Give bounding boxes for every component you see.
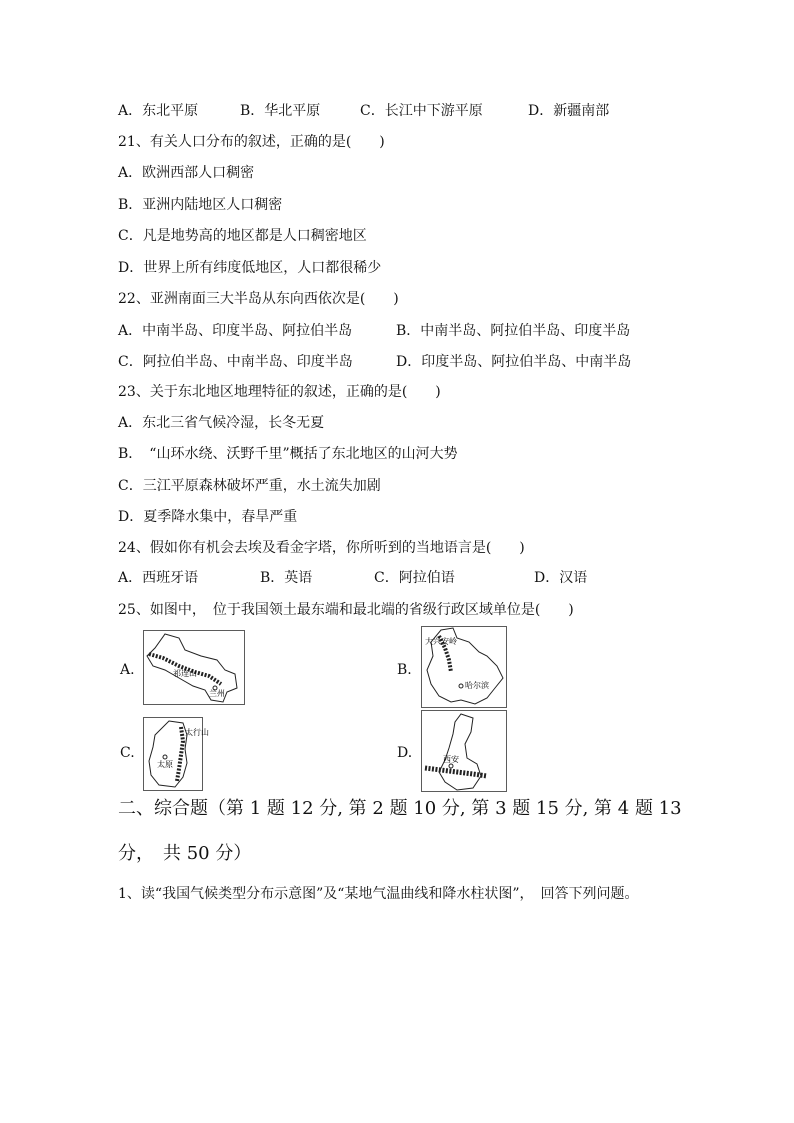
- q20-option-d: D．新疆南部: [528, 103, 610, 119]
- q25-map-a-label: A.: [120, 662, 135, 678]
- q25-stem: 25、如图中， 位于我国领土最东端和最北端的省级行政区域单位是( ): [118, 602, 574, 618]
- heilongjiang-map-image: [421, 626, 507, 708]
- q23-option-d: D．夏季降水集中，春旱严重: [118, 509, 298, 525]
- q22-option-b: B．中南半岛、阿拉伯半岛、印度半岛: [396, 323, 631, 339]
- q21-option-d: D．世界上所有纬度低地区，人口都很稀少: [118, 260, 382, 276]
- q25-map-b-text-2: 哈尔滨: [465, 681, 489, 690]
- q25-map-c-text-1: 太行山: [185, 728, 209, 737]
- q25-map-d-label: D.: [397, 745, 413, 761]
- q20-option-b: B．华北平原: [240, 103, 321, 119]
- q22-options-row1: [118, 321, 630, 341]
- q24-option-a: A．西班牙语: [118, 570, 199, 586]
- q25-map-c-text-2: 太原: [157, 760, 173, 769]
- q25-map-b-label: B.: [397, 662, 412, 678]
- shaanxi-map-image: [421, 710, 507, 792]
- q25-map-b-text-1: 大兴安岭: [425, 637, 457, 646]
- q22-option-c: C．阿拉伯半岛、中南半岛、印度半岛: [118, 354, 353, 370]
- q25-map-a-text-1: 祁连山: [173, 669, 197, 678]
- q23-option-a: A．东北三省气候冷湿，长冬无夏: [118, 415, 325, 431]
- section2-title-line2: 分， 共 50 分）: [118, 843, 252, 864]
- q24-option-c: C．阿拉伯语: [374, 570, 455, 586]
- gansu-map-image: [143, 630, 245, 705]
- q25-map-c: [143, 717, 209, 791]
- q24-option-b: B．英语: [260, 570, 313, 586]
- q25-map-a: [143, 630, 245, 705]
- q20-option-a: A．东北平原: [118, 103, 199, 119]
- q-c1-text: 1、读“我国气候类型分布示意图”及“某地气温曲线和降水柱状图”， 回答下列问题。: [118, 886, 639, 902]
- q24-stem: 24、假如你有机会去埃及看金字塔，你所听到的当地语言是( ): [118, 540, 525, 556]
- q24-options: [118, 568, 587, 588]
- q21-option-b: B．亚洲内陆地区人口稠密: [118, 197, 283, 213]
- q21-option-c: C．凡是地势高的地区都是人口稠密地区: [118, 228, 367, 244]
- q25-map-d: [421, 710, 507, 792]
- q22-stem: 22、亚洲南面三大半岛从东向西依次是( ): [118, 291, 399, 307]
- q21-option-a: A．欧洲西部人口稠密: [118, 165, 255, 181]
- q23-stem: 23、关于东北地区地理特征的叙述，正确的是( ): [118, 384, 441, 400]
- q22-options-row2: [118, 352, 631, 372]
- q25-map-b: [421, 626, 507, 708]
- q24-option-d: D．汉语: [534, 570, 588, 586]
- q25-map-a-text-2: 兰州: [209, 689, 225, 698]
- q22-option-a: A．中南半岛、印度半岛、阿拉伯半岛: [118, 323, 353, 339]
- q21-stem: 21、有关人口分布的叙述，正确的是( ): [118, 134, 385, 150]
- q20-option-c: C．长江中下游平原: [360, 103, 483, 119]
- shanxi-map-image: [143, 717, 209, 791]
- q22-option-d: D．印度半岛、阿拉伯半岛、中南半岛: [396, 354, 632, 370]
- q25-map-c-label: C.: [120, 745, 135, 761]
- q25-map-d-text-1: 西安: [443, 755, 459, 764]
- q23-option-b: B． “山环水绕、沃野千里”概括了东北地区的山河大势: [118, 446, 458, 462]
- q20-options: [118, 101, 609, 121]
- q23-option-c: C．三江平原森林破坏严重，水土流失加剧: [118, 478, 381, 494]
- section2-title-line1: 二、综合题（第 1 题 12 分, 第 2 题 10 分, 第 3 题 15 分, 第 4 题 13: [118, 798, 682, 819]
